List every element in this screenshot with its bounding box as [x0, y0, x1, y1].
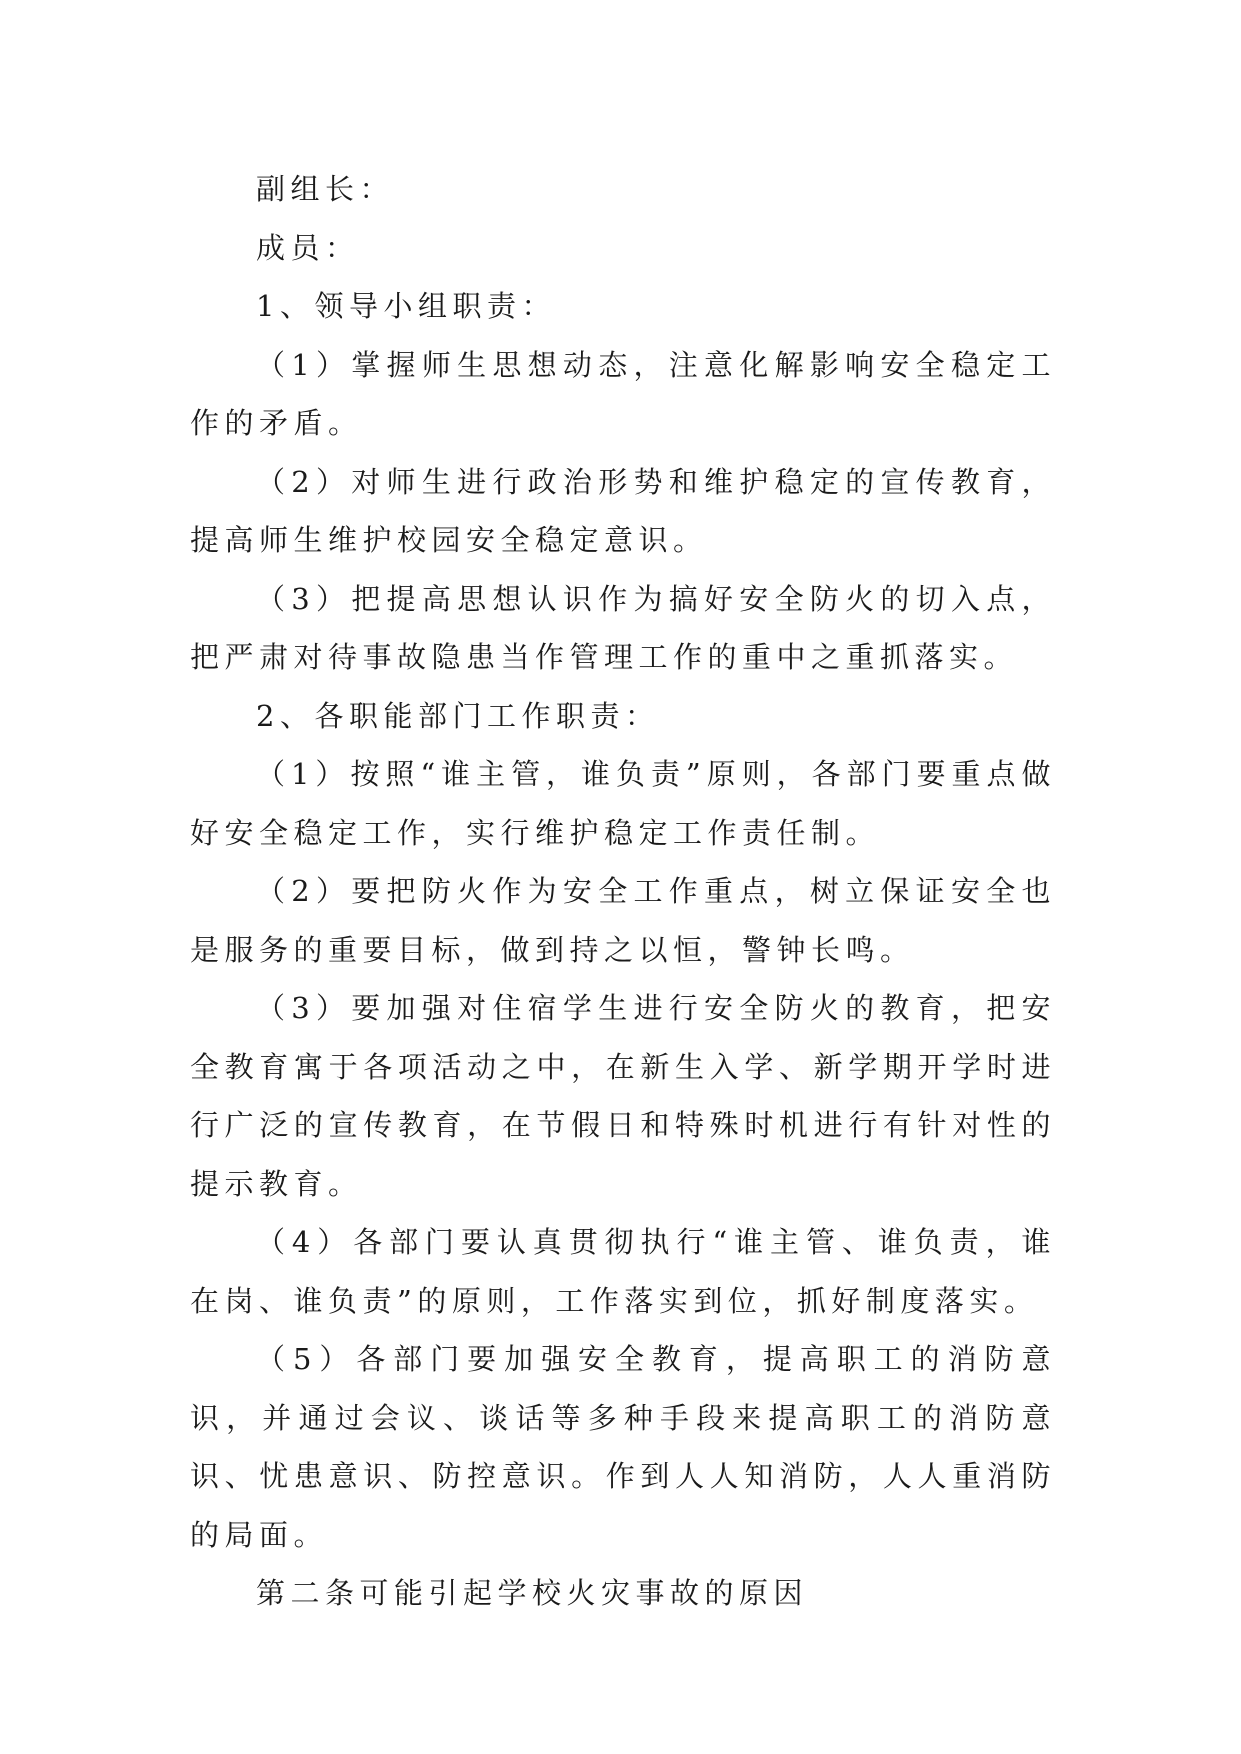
members-line: 成员：	[256, 230, 360, 265]
paragraph: （2）对师生进行政治形势和维护稳定的宣传教育，提高师生维护校园安全稳定意识。	[190, 464, 1056, 557]
article-heading: 第二条可能引起学校火灾事故的原因	[256, 1576, 809, 1610]
paragraph: （5）各部门要加强安全教育，提高职工的消防意识，并通过会议、谈话等多种手段来提高职工的消防意识、忧患意识、防控意识。作到人人知消防，人人重消防的局面。	[190, 1342, 1056, 1552]
paragraph: （3）把提高思想认识作为搞好安全防火的切入点，把严肃对待事故隐患当作管理工作的重中之重抓落实。	[190, 581, 1056, 674]
paragraph: （3）要加强对住宿学生进行安全防火的教育，把安全教育寓于各项活动之中，在新生入学、新学期开学时进行广泛的宣传教育，在节假日和特殊时机进行有针对性的提示教育。	[190, 991, 1056, 1201]
paragraph: （1）按照“谁主管，谁负责”原则，各部门要重点做好安全稳定工作，实行维护稳定工作责任制。	[190, 757, 1056, 850]
paragraph: （4）各部门要认真贯彻执行“谁主管、谁负责，谁在岗、谁负责”的原则，工作落实到位，抓好制度落实。	[190, 1225, 1056, 1318]
paragraph: （1）掌握师生思想动态，注意化解影响安全稳定工作的矛盾。	[190, 347, 1056, 440]
paragraph: （2）要把防火作为安全工作重点，树立保证安全也是服务的重要目标，做到持之以恒，警钟长鸣。	[190, 874, 1056, 967]
deputy-leader-line: 副组长：	[256, 172, 395, 206]
section-heading-department-duties: 2、各职能部门工作职责：	[256, 698, 660, 733]
section-heading-leadership-duties: 1、领导小组职责：	[256, 289, 556, 323]
document-body	[190, 160, 1056, 1623]
